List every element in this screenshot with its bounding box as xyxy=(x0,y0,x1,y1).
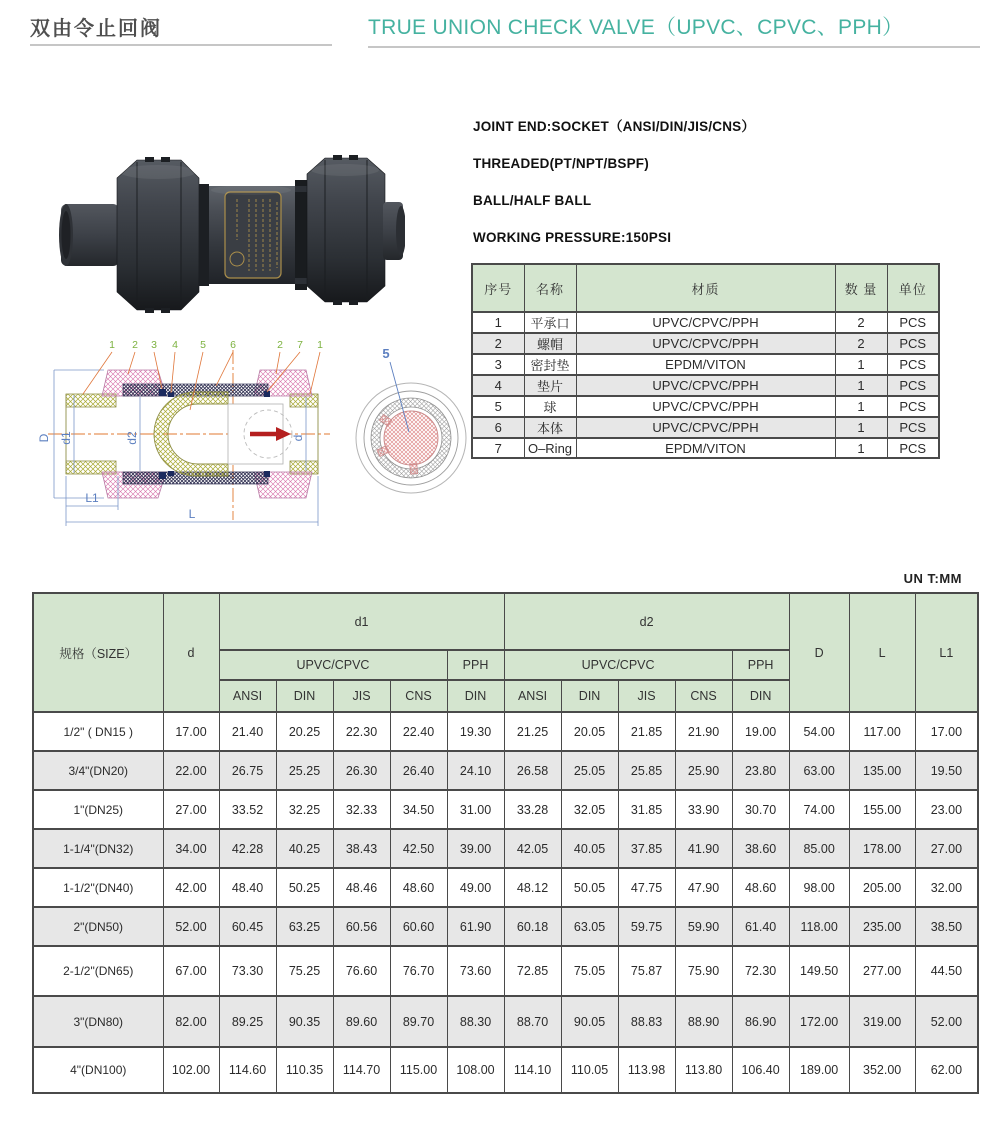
dimension-value-cell: 17.00 xyxy=(163,712,219,751)
dimension-table-row xyxy=(33,946,978,996)
parts-table-cell: 1 xyxy=(835,438,887,458)
dimension-value-cell: 67.00 xyxy=(163,946,219,996)
standard-column-header: CNS xyxy=(675,680,732,712)
parts-table-cell: PCS xyxy=(887,354,939,375)
parts-table-cell: PCS xyxy=(887,375,939,396)
dimension-table-row xyxy=(33,790,978,829)
dimension-value-cell: 52.00 xyxy=(163,907,219,946)
dimension-value-cell: 59.90 xyxy=(675,907,732,946)
parts-table-row xyxy=(472,396,939,417)
dimension-value-cell: 76.70 xyxy=(390,946,447,996)
dimension-value-cell: 75.87 xyxy=(618,946,675,996)
dimension-value-cell: 39.00 xyxy=(447,829,504,868)
parts-table-cell: 1 xyxy=(835,354,887,375)
dimension-value-cell: 22.30 xyxy=(333,712,390,751)
parts-table-cell: PCS xyxy=(887,396,939,417)
dimension-value-cell: 33.28 xyxy=(504,790,561,829)
dimension-value-cell: 60.60 xyxy=(390,907,447,946)
spec-working-pressure: WORKING PRESSURE:150PSI xyxy=(473,230,672,245)
dim-label-D: D xyxy=(37,433,51,443)
col-header-d: d xyxy=(163,593,219,712)
dimension-value-cell: 155.00 xyxy=(849,790,915,829)
dimension-value-cell: 115.00 xyxy=(390,1047,447,1093)
parts-column-header: 单位 xyxy=(887,264,939,312)
cross-section-view xyxy=(37,339,330,526)
dimension-value-cell: 110.35 xyxy=(276,1047,333,1093)
dimension-value-cell: 48.46 xyxy=(333,868,390,907)
dimension-value-cell: 63.00 xyxy=(789,751,849,790)
parts-table-cell: UPVC/CPVC/PPH xyxy=(576,375,835,396)
dimension-value-cell: 60.18 xyxy=(504,907,561,946)
dimension-value-cell: 72.30 xyxy=(732,946,789,996)
dimension-value-cell: 62.00 xyxy=(915,1047,978,1093)
dimension-value-cell: 24.10 xyxy=(447,751,504,790)
dim-label-L1: L1 xyxy=(85,491,99,505)
col-header-d1: d1 xyxy=(219,593,504,650)
dimension-value-cell: 75.05 xyxy=(561,946,618,996)
parts-table-cell: 2 xyxy=(472,333,524,354)
parts-table-cell: 5 xyxy=(472,396,524,417)
dimension-value-cell: 50.05 xyxy=(561,868,618,907)
dimension-value-cell: 63.25 xyxy=(276,907,333,946)
dimension-value-cell: 42.00 xyxy=(163,868,219,907)
dimension-value-cell: 117.00 xyxy=(849,712,915,751)
callout-number: 2 xyxy=(277,339,283,351)
parts-column-header: 序号 xyxy=(472,264,524,312)
size-cell: 3/4"(DN20) xyxy=(33,751,163,790)
dimension-value-cell: 102.00 xyxy=(163,1047,219,1093)
subheader-upvc-cpvc-d2: UPVC/CPVC xyxy=(504,650,732,680)
dimension-value-cell: 352.00 xyxy=(849,1047,915,1093)
dimension-table-row xyxy=(33,1047,978,1093)
dimension-value-cell: 32.05 xyxy=(561,790,618,829)
dimension-value-cell: 89.70 xyxy=(390,996,447,1047)
dimension-value-cell: 21.25 xyxy=(504,712,561,751)
dimension-value-cell: 49.00 xyxy=(447,868,504,907)
dimension-value-cell: 106.40 xyxy=(732,1047,789,1093)
dimension-value-cell: 40.25 xyxy=(276,829,333,868)
spec-threaded: THREADED(PT/NPT/BSPF) xyxy=(473,156,649,171)
col-header-D: D xyxy=(789,593,849,712)
dimension-value-cell: 38.50 xyxy=(915,907,978,946)
parts-table-cell: 1 xyxy=(472,312,524,333)
callout-number: 7 xyxy=(297,339,303,351)
dimension-value-cell: 88.83 xyxy=(618,996,675,1047)
dimension-value-cell: 48.60 xyxy=(390,868,447,907)
dimension-value-cell: 47.75 xyxy=(618,868,675,907)
dim-label-L: L xyxy=(188,507,196,521)
end-view-callout: 5 xyxy=(382,346,390,361)
dimension-value-cell: 27.00 xyxy=(163,790,219,829)
dimension-value-cell: 25.25 xyxy=(276,751,333,790)
parts-table-cell: EPDM/VITON xyxy=(576,438,835,458)
dimension-value-cell: 30.70 xyxy=(732,790,789,829)
dimension-value-cell: 113.98 xyxy=(618,1047,675,1093)
dimension-value-cell: 21.85 xyxy=(618,712,675,751)
spec-list xyxy=(473,108,755,256)
dimension-value-cell: 60.45 xyxy=(219,907,276,946)
dimension-value-cell: 19.00 xyxy=(732,712,789,751)
unit-note: UN T:MM xyxy=(903,571,962,586)
dim-header-row-1 xyxy=(33,593,978,650)
parts-table-cell: 6 xyxy=(472,417,524,438)
dimension-value-cell: 41.90 xyxy=(675,829,732,868)
dimension-value-cell: 44.50 xyxy=(915,946,978,996)
dimension-value-cell: 114.60 xyxy=(219,1047,276,1093)
dimension-table xyxy=(32,592,979,1094)
dimension-value-cell: 38.43 xyxy=(333,829,390,868)
parts-column-header: 名称 xyxy=(524,264,576,312)
parts-table-cell: 垫片 xyxy=(524,375,576,396)
dimension-value-cell: 98.00 xyxy=(789,868,849,907)
parts-table-cell: UPVC/CPVC/PPH xyxy=(576,417,835,438)
standard-column-header: ANSI xyxy=(504,680,561,712)
standard-column-header: DIN xyxy=(447,680,504,712)
dimension-value-cell: 25.85 xyxy=(618,751,675,790)
standard-column-header: JIS xyxy=(618,680,675,712)
dimension-value-cell: 90.35 xyxy=(276,996,333,1047)
dimension-value-cell: 34.50 xyxy=(390,790,447,829)
dimension-value-cell: 37.85 xyxy=(618,829,675,868)
dimension-value-cell: 89.60 xyxy=(333,996,390,1047)
dimension-value-cell: 23.00 xyxy=(915,790,978,829)
dimension-value-cell: 82.00 xyxy=(163,996,219,1047)
dimension-value-cell: 23.80 xyxy=(732,751,789,790)
dimension-table-row xyxy=(33,712,978,751)
dimension-value-cell: 48.60 xyxy=(732,868,789,907)
dimension-value-cell: 88.90 xyxy=(675,996,732,1047)
dimension-value-cell: 19.30 xyxy=(447,712,504,751)
dimension-value-cell: 205.00 xyxy=(849,868,915,907)
parts-table-row xyxy=(472,354,939,375)
dimension-value-cell: 25.05 xyxy=(561,751,618,790)
dimension-table-row xyxy=(33,996,978,1047)
spec-joint-end: JOINT END:SOCKET（ANSI/DIN/JIS/CNS） xyxy=(473,119,756,134)
dimension-value-cell: 61.90 xyxy=(447,907,504,946)
dimension-value-cell: 319.00 xyxy=(849,996,915,1047)
dimension-value-cell: 47.90 xyxy=(675,868,732,907)
parts-table-cell: 1 xyxy=(835,375,887,396)
parts-table-cell: 1 xyxy=(835,417,887,438)
parts-table-cell: 1 xyxy=(835,396,887,417)
callout-number: 1 xyxy=(109,339,115,351)
parts-table-cell: PCS xyxy=(887,333,939,354)
subheader-pph-d2: PPH xyxy=(732,650,789,680)
dimension-value-cell: 110.05 xyxy=(561,1047,618,1093)
size-cell: 1-1/2"(DN40) xyxy=(33,868,163,907)
col-header-d2: d2 xyxy=(504,593,789,650)
dimension-value-cell: 32.25 xyxy=(276,790,333,829)
parts-table-cell: 平承口 xyxy=(524,312,576,333)
parts-table-cell: 7 xyxy=(472,438,524,458)
dimension-value-cell: 75.25 xyxy=(276,946,333,996)
standard-column-header: DIN xyxy=(732,680,789,712)
dimension-value-cell: 61.40 xyxy=(732,907,789,946)
dimension-value-cell: 32.00 xyxy=(915,868,978,907)
dimension-table-row xyxy=(33,907,978,946)
parts-table-cell: 密封垫 xyxy=(524,354,576,375)
parts-table-cell: 2 xyxy=(835,333,887,354)
dimension-value-cell: 88.30 xyxy=(447,996,504,1047)
dimension-value-cell: 75.90 xyxy=(675,946,732,996)
parts-table-cell: UPVC/CPVC/PPH xyxy=(576,333,835,354)
parts-table-cell: UPVC/CPVC/PPH xyxy=(576,312,835,333)
dimension-value-cell: 85.00 xyxy=(789,829,849,868)
dimension-value-cell: 26.75 xyxy=(219,751,276,790)
parts-table-row xyxy=(472,312,939,333)
dimension-value-cell: 60.56 xyxy=(333,907,390,946)
spec-ball: BALL/HALF BALL xyxy=(473,193,592,208)
dim-label-d1: d1 xyxy=(59,431,73,445)
standard-column-header: DIN xyxy=(276,680,333,712)
dimension-value-cell: 76.60 xyxy=(333,946,390,996)
dimension-value-cell: 50.25 xyxy=(276,868,333,907)
parts-table-cell: O–Ring xyxy=(524,438,576,458)
dimension-value-cell: 17.00 xyxy=(915,712,978,751)
parts-table-cell: PCS xyxy=(887,417,939,438)
dimension-table-row xyxy=(33,868,978,907)
dimension-value-cell: 19.50 xyxy=(915,751,978,790)
dimension-value-cell: 59.75 xyxy=(618,907,675,946)
standard-column-header: CNS xyxy=(390,680,447,712)
size-cell: 3"(DN80) xyxy=(33,996,163,1047)
dimension-value-cell: 48.40 xyxy=(219,868,276,907)
dimension-value-cell: 108.00 xyxy=(447,1047,504,1093)
col-header-L1: L1 xyxy=(915,593,978,712)
product-photo xyxy=(55,128,405,340)
dimension-value-cell: 22.00 xyxy=(163,751,219,790)
dimension-value-cell: 114.10 xyxy=(504,1047,561,1093)
parts-table-row xyxy=(472,438,939,458)
dimension-value-cell: 114.70 xyxy=(333,1047,390,1093)
dimension-value-cell: 118.00 xyxy=(789,907,849,946)
parts-table-cell: UPVC/CPVC/PPH xyxy=(576,396,835,417)
dimension-value-cell: 33.90 xyxy=(675,790,732,829)
callout-number: 4 xyxy=(172,339,178,351)
dim-label-d: d xyxy=(291,434,305,442)
dimension-value-cell: 21.90 xyxy=(675,712,732,751)
dimension-value-cell: 33.52 xyxy=(219,790,276,829)
callout-number: 1 xyxy=(317,339,323,351)
size-cell: 4"(DN100) xyxy=(33,1047,163,1093)
dimension-value-cell: 88.70 xyxy=(504,996,561,1047)
dimension-value-cell: 31.00 xyxy=(447,790,504,829)
dimension-table-row xyxy=(33,751,978,790)
dimension-value-cell: 26.30 xyxy=(333,751,390,790)
subheader-upvc-cpvc-d1: UPVC/CPVC xyxy=(219,650,447,680)
callout-number: 2 xyxy=(132,339,138,351)
callout-number: 3 xyxy=(151,339,157,351)
dimension-value-cell: 189.00 xyxy=(789,1047,849,1093)
size-cell: 1"(DN25) xyxy=(33,790,163,829)
size-cell: 2-1/2"(DN65) xyxy=(33,946,163,996)
dimension-value-cell: 73.30 xyxy=(219,946,276,996)
valve-photo-illustration xyxy=(59,155,405,313)
dimension-value-cell: 178.00 xyxy=(849,829,915,868)
dimension-value-cell: 40.05 xyxy=(561,829,618,868)
dimension-value-cell: 32.33 xyxy=(333,790,390,829)
parts-header-row xyxy=(472,264,939,312)
parts-table-cell: PCS xyxy=(887,312,939,333)
dimension-value-cell: 20.25 xyxy=(276,712,333,751)
parts-table-cell: EPDM/VITON xyxy=(576,354,835,375)
standard-column-header: DIN xyxy=(561,680,618,712)
col-header-size: 规格（SIZE） xyxy=(33,593,163,712)
technical-drawing xyxy=(28,334,476,540)
title-underline-left xyxy=(30,44,332,46)
dim-label-d2: d2 xyxy=(125,431,139,445)
dimension-value-cell: 74.00 xyxy=(789,790,849,829)
dimension-value-cell: 26.58 xyxy=(504,751,561,790)
dimension-value-cell: 38.60 xyxy=(732,829,789,868)
title-underline-right xyxy=(368,46,980,48)
dimension-value-cell: 34.00 xyxy=(163,829,219,868)
callout-number: 6 xyxy=(230,339,236,351)
parts-table-row xyxy=(472,417,939,438)
dimension-value-cell: 86.90 xyxy=(732,996,789,1047)
parts-table-cell: 4 xyxy=(472,375,524,396)
standard-column-header: JIS xyxy=(333,680,390,712)
parts-column-header: 材质 xyxy=(576,264,835,312)
callout-number: 5 xyxy=(200,339,206,351)
dimension-value-cell: 48.12 xyxy=(504,868,561,907)
size-cell: 1-1/4"(DN32) xyxy=(33,829,163,868)
size-cell: 2"(DN50) xyxy=(33,907,163,946)
parts-table-cell: 3 xyxy=(472,354,524,375)
parts-column-header: 数 量 xyxy=(835,264,887,312)
dimension-value-cell: 42.50 xyxy=(390,829,447,868)
dimension-value-cell: 31.85 xyxy=(618,790,675,829)
dimension-table-row xyxy=(33,829,978,868)
dimension-value-cell: 21.40 xyxy=(219,712,276,751)
dimension-value-cell: 27.00 xyxy=(915,829,978,868)
parts-table xyxy=(471,263,940,459)
dimension-value-cell: 277.00 xyxy=(849,946,915,996)
dimension-value-cell: 20.05 xyxy=(561,712,618,751)
page-title-english: TRUE UNION CHECK VALVE（UPVC、CPVC、PPH） xyxy=(368,16,904,39)
dimension-value-cell: 149.50 xyxy=(789,946,849,996)
dimension-value-cell: 22.40 xyxy=(390,712,447,751)
dimension-value-cell: 73.60 xyxy=(447,946,504,996)
parts-table-cell: 本体 xyxy=(524,417,576,438)
dimension-value-cell: 90.05 xyxy=(561,996,618,1047)
callout-numbers xyxy=(109,339,323,351)
parts-table-row xyxy=(472,333,939,354)
parts-table-row xyxy=(472,375,939,396)
page-title-chinese: 双由令止回阀 xyxy=(30,18,162,40)
dimension-value-cell: 26.40 xyxy=(390,751,447,790)
dimension-value-cell: 25.90 xyxy=(675,751,732,790)
parts-table-cell: 球 xyxy=(524,396,576,417)
dimension-value-cell: 42.05 xyxy=(504,829,561,868)
dimension-value-cell: 89.25 xyxy=(219,996,276,1047)
end-view xyxy=(356,346,466,493)
parts-table-cell: 螺帽 xyxy=(524,333,576,354)
dimension-value-cell: 113.80 xyxy=(675,1047,732,1093)
parts-table-cell: PCS xyxy=(887,438,939,458)
dimension-value-cell: 63.05 xyxy=(561,907,618,946)
parts-table-cell: 2 xyxy=(835,312,887,333)
dimension-value-cell: 172.00 xyxy=(789,996,849,1047)
dimension-value-cell: 135.00 xyxy=(849,751,915,790)
dimension-value-cell: 72.85 xyxy=(504,946,561,996)
dimension-value-cell: 52.00 xyxy=(915,996,978,1047)
dimension-value-cell: 235.00 xyxy=(849,907,915,946)
col-header-L: L xyxy=(849,593,915,712)
subheader-pph-d1: PPH xyxy=(447,650,504,680)
size-cell: 1/2" ( DN15 ) xyxy=(33,712,163,751)
dimension-value-cell: 42.28 xyxy=(219,829,276,868)
standard-column-header: ANSI xyxy=(219,680,276,712)
dimension-value-cell: 54.00 xyxy=(789,712,849,751)
